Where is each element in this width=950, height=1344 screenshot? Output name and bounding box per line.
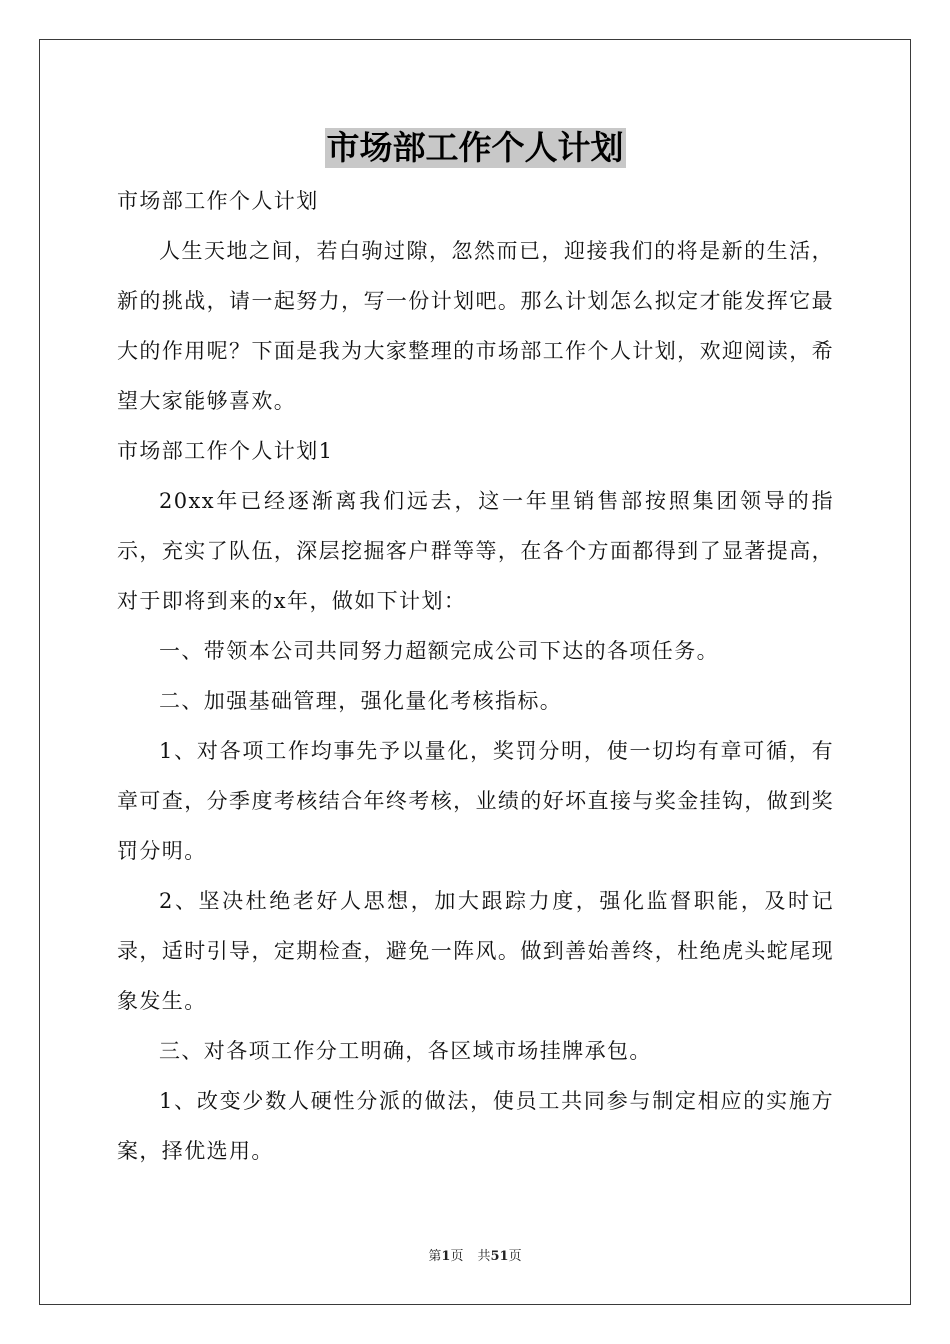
paragraph: 三、对各项工作分工明确，各区域市场挂牌承包。 <box>159 1039 652 1063</box>
total-suffix: 页 <box>508 1249 522 1264</box>
paragraph: 市场部工作个人计划1 <box>117 439 334 463</box>
paragraph: 2、坚决杜绝老好人思想，加大跟踪力度，强化监督职能，及时记录，适时引导，定期检查，避免一阵风。做到善始善终，杜绝虎头蛇尾现象发生。 <box>117 889 834 1013</box>
page-prefix: 第 <box>428 1249 442 1264</box>
paragraph: 人生天地之间，若白驹过隙，忽然而已，迎接我们的将是新的生活，新的挑战，请一起努力，写一份计划吧。那么计划怎么拟定才能发挥它最大的作用呢？下面是我为大家整理的市场部工作个人计划，欢迎阅读，希望大家能够喜欢。 <box>117 239 834 413</box>
paragraph: 二、加强基础管理，强化量化考核指标。 <box>159 689 563 713</box>
paragraph: 市场部工作个人计划 <box>117 189 319 213</box>
document-body <box>117 176 834 1176</box>
paragraph: 1、对各项工作均事先予以量化，奖罚分明，使一切均有章可循，有章可查，分季度考核结合年终考核，业绩的好坏直接与奖金挂钩，做到奖罚分明。 <box>117 739 834 863</box>
page-footer <box>0 1247 950 1267</box>
paragraph: 一、带领本公司共同努力超额完成公司下达的各项任务。 <box>159 639 719 663</box>
paragraph: 20xx年已经逐渐离我们远去，这一年里销售部按照集团领导的指示，充实了队伍，深层挖掘客户群等等，在各个方面都得到了显著提高，对于即将到来的x年，做如下计划： <box>117 489 834 613</box>
page-suffix: 页 <box>450 1249 464 1264</box>
document-title: 市场部工作个人计划 <box>326 128 624 167</box>
title-wrapper <box>0 128 950 168</box>
total-pages: 51 <box>490 1249 509 1264</box>
total-prefix: 共 <box>477 1249 491 1264</box>
page-number: 1 <box>441 1249 451 1264</box>
paragraph: 1、改变少数人硬性分派的做法，使员工共同参与制定相应的实施方案，择优选用。 <box>117 1089 834 1163</box>
